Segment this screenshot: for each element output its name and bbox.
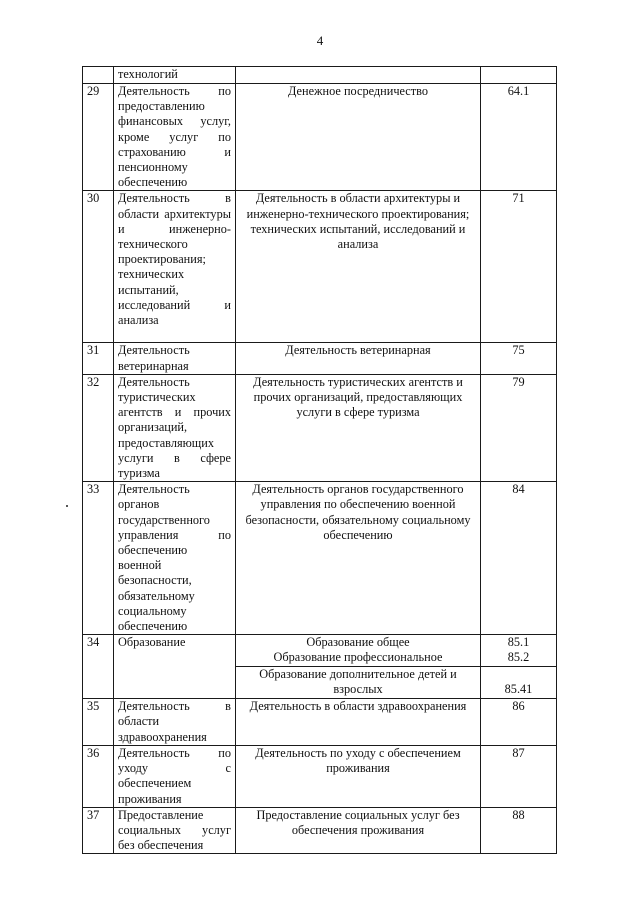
table-row-30 [83,191,557,343]
row-number: 36 [83,745,114,807]
row-number: 32 [83,374,114,481]
okved-table [82,66,557,854]
activity-cell: Деятельность органов государственного управления по обеспечению военной безопасности, обязательному социальному обеспечению [114,482,236,635]
code-cell [481,67,557,84]
table-row-36 [83,745,557,807]
table-row-31 [83,343,557,374]
description-line: Образование профессиональное [273,650,443,665]
activity-cell: Деятельность по уходу с обеспечением проживания [114,745,236,807]
code-cell: 79 [481,374,557,481]
code-cell: 71 [481,191,557,343]
code-cell: 87 [481,745,557,807]
code-cell: 64.1 [481,84,557,191]
description-cell: Деятельность органов государственного управления по обеспечению военной безопасности, обязательному социальному обеспечению [236,482,481,635]
description-cell: Деятельность ветеринарная [236,343,481,374]
description-cell: Предоставление социальных услуг без обеспечения проживания [236,807,481,854]
code-cell [481,667,557,699]
margin-dot [66,505,68,507]
code-cell: 75 [481,343,557,374]
table-row-continuation [83,67,557,84]
row-number: 37 [83,807,114,854]
code-cell [481,635,557,667]
code-cell: 84 [481,482,557,635]
description-cell [236,635,481,667]
description-cell: Денежное посредничество [236,84,481,191]
row-number: 29 [83,84,114,191]
description-cell: Деятельность туристических агентств и прочих организаций, предоставляющих услуги в сфере туризма [236,374,481,481]
code-cell: 88 [481,807,557,854]
row-number [83,67,114,84]
code-cell: 86 [481,699,557,746]
row-number: 30 [83,191,114,343]
page-number: 4 [316,33,324,48]
row-number: 33 [83,482,114,635]
activity-cell: Деятельность в области здравоохранения [114,699,236,746]
description-cell: Образование дополнительное детей и взрослых [236,667,481,699]
table-row-35 [83,699,557,746]
table-row-32 [83,374,557,481]
row-number: 31 [83,343,114,374]
code-line: 85.1 [507,635,530,650]
description-cell [236,67,481,84]
table-row-33 [83,482,557,635]
description-cell: Деятельность в области архитектуры и инженерно-технического проектирования; технических испытаний, исследований и анализа [236,191,481,343]
code-line: 85.41 [504,682,533,697]
activity-cell: Деятельность ветеринарная [114,343,236,374]
code-line: 85.2 [507,650,530,665]
activity-cell: Образование [114,635,236,699]
activity-cell: Предоставление социальных услуг без обеспечения [114,807,236,854]
activity-cell: Деятельность по предоставлению финансовых услуг, кроме услуг по страхованию и пенсионному обеспечению [114,84,236,191]
activity-cell: Деятельность туристических агентств и прочих организаций, предоставляющих услуги в сфере туризма [114,374,236,481]
row-number: 35 [83,699,114,746]
activity-cell: Деятельность в области архитектуры и инженерно-технического проектирования; технических испытаний, исследований и анализа [114,191,236,343]
table-row-29 [83,84,557,191]
table-row-34 [83,635,557,667]
description-cell: Деятельность в области здравоохранения [236,699,481,746]
table-row-37 [83,807,557,854]
description-cell: Деятельность по уходу с обеспечением проживания [236,745,481,807]
row-number: 34 [83,635,114,699]
description-line: Образование общее [306,635,410,650]
activity-cell: технологий [114,67,236,84]
